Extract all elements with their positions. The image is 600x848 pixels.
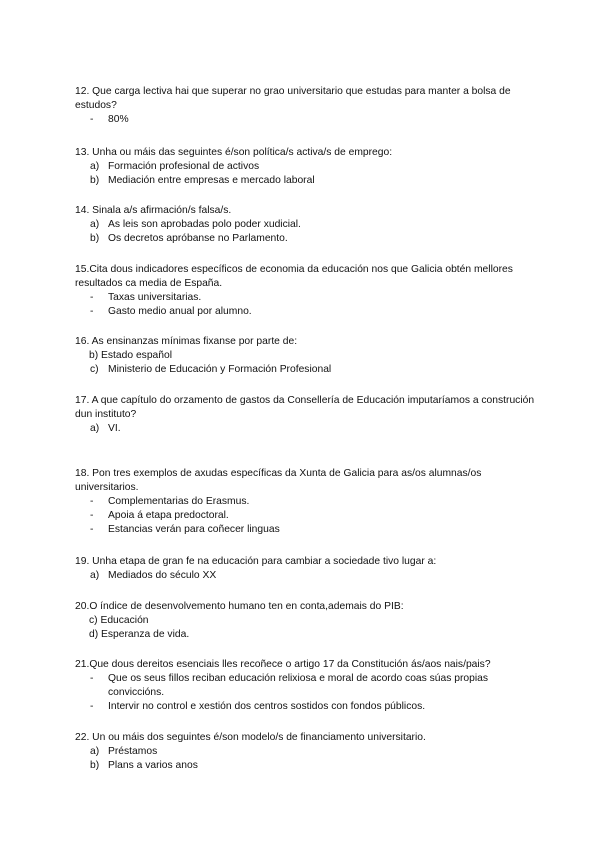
question-12 (75, 85, 535, 127)
question-19 (75, 555, 535, 583)
answer-list (75, 160, 535, 188)
question-18 (75, 467, 535, 537)
answer-marker: a) (90, 219, 100, 230)
question-text: 16. As ensinanzas mínimas fixanse por parte de: (75, 336, 298, 347)
answer-item (75, 218, 535, 232)
answer-list (75, 495, 535, 537)
answer-item (75, 160, 535, 174)
answer-item (75, 174, 535, 188)
answer-text: Ministerio de Educación y Formación Profesional (108, 364, 332, 375)
question-text: 18. Pon tres exemplos de axudas específicas da Xunta de Galicia para as/os alumnas/os universitarios. (75, 468, 482, 493)
question-text: 12. Que carga lectiva hai que superar no grao universitario que estudas para manter a bolsa de estudos? (75, 86, 511, 111)
answer-text: Gasto medio anual por alumno. (108, 306, 252, 317)
answer-item (75, 495, 535, 509)
answer-marker: - (90, 524, 94, 535)
answer-marker: b) (89, 350, 99, 361)
question-text: 15.Cita dous indicadores específicos de economia da educación nos que Galicia obtén mellores resultados ca media de España. (75, 264, 513, 289)
question-22 (75, 731, 535, 773)
answer-marker: - (90, 701, 94, 712)
answer-text: Estado español (101, 350, 173, 361)
question-text: 13. Unha ou máis das seguintes é/son política/s activa/s de emprego: (75, 147, 393, 158)
answer-item (75, 614, 535, 628)
answer-item (75, 569, 535, 583)
answer-list (75, 349, 535, 377)
question-14 (75, 204, 535, 246)
answer-text: VI. (108, 423, 121, 434)
answer-item (75, 628, 535, 642)
question-text: 22. Un ou máis dos seguintes é/son modelo/s de financiamento universitario. (75, 732, 426, 743)
answer-marker: - (90, 306, 94, 317)
answer-marker: a) (90, 423, 100, 434)
answer-item (75, 759, 535, 773)
answer-item (75, 745, 535, 759)
answer-item (75, 305, 535, 319)
question-15 (75, 263, 535, 319)
answer-text: Intervir no control e xestión dos centros sostidos con fondos públicos. (108, 701, 426, 712)
question-17 (75, 394, 535, 436)
question-16 (75, 335, 535, 377)
answer-list (75, 672, 535, 714)
answer-list (75, 113, 535, 127)
answer-list (75, 614, 535, 642)
answer-list (75, 422, 535, 436)
answer-text: Formación profesional de activos (108, 161, 260, 172)
answer-marker: - (90, 496, 94, 507)
answer-item (75, 672, 535, 700)
answer-list (75, 218, 535, 246)
answer-marker: a) (90, 746, 100, 757)
answer-text: 80% (108, 114, 129, 125)
question-text: 21.Que dous dereitos esenciais lles recoñece o artigo 17 da Constitución ás/aos nais/pais? (75, 659, 491, 670)
answer-text: Préstamos (108, 746, 158, 757)
answer-text: Mediación entre empresas e mercado laboral (108, 175, 315, 186)
answer-item (75, 509, 535, 523)
answer-text: Apoia á etapa predoctoral. (108, 510, 229, 521)
question-text: 14. Sinala a/s afirmación/s falsa/s. (75, 205, 232, 216)
answer-marker: a) (90, 570, 100, 581)
question-13 (75, 146, 535, 188)
answer-text: Esperanza de vida. (101, 629, 190, 640)
answer-text: Educación (100, 615, 149, 626)
answer-item (75, 700, 535, 714)
answer-marker: c) (89, 615, 98, 626)
answer-item (75, 523, 535, 537)
question-text: 20.O índice de desenvolvemento humano ten en conta,ademais do PIB: (75, 601, 404, 612)
answer-marker: b) (90, 175, 100, 186)
answer-text: Os decretos apróbanse no Parlamento. (108, 233, 288, 244)
answer-list (75, 291, 535, 319)
answer-marker: - (90, 292, 94, 303)
answer-marker: - (90, 673, 94, 684)
question-text: 17. A que capítulo do orzamento de gastos da Consellería de Educación imputaríamos a construción dun instituto? (75, 395, 535, 420)
answer-item (75, 113, 535, 127)
answer-list (75, 569, 535, 583)
answer-list (75, 745, 535, 773)
answer-marker: c) (90, 364, 99, 375)
answer-text: Complementarias do Erasmus. (108, 496, 250, 507)
answer-text: Taxas universitarias. (108, 292, 202, 303)
answer-text: Mediados do século XX (108, 570, 217, 581)
question-text: 19. Unha etapa de gran fe na educación para cambiar a sociedade tivo lugar a: (75, 556, 437, 567)
answer-text: As leis son aprobadas polo poder xudicial. (108, 219, 301, 230)
question-20 (75, 600, 535, 642)
answer-item (75, 422, 535, 436)
answer-marker: b) (90, 760, 100, 771)
answer-item (75, 291, 535, 305)
answer-marker: - (90, 510, 94, 521)
answer-item (75, 363, 535, 377)
answer-text: Que os seus fillos reciban educación relixiosa e moral de acordo coas súas propias conviccións. (108, 673, 489, 698)
answer-marker: d) (89, 629, 99, 640)
answer-text: Estancias verán para coñecer linguas (108, 524, 280, 535)
answer-item (75, 349, 535, 363)
answer-marker: b) (90, 233, 100, 244)
answer-text: Plans a varios anos (108, 760, 198, 771)
answer-marker: a) (90, 161, 100, 172)
answer-item (75, 232, 535, 246)
answer-marker: - (90, 114, 94, 125)
question-21 (75, 658, 535, 714)
